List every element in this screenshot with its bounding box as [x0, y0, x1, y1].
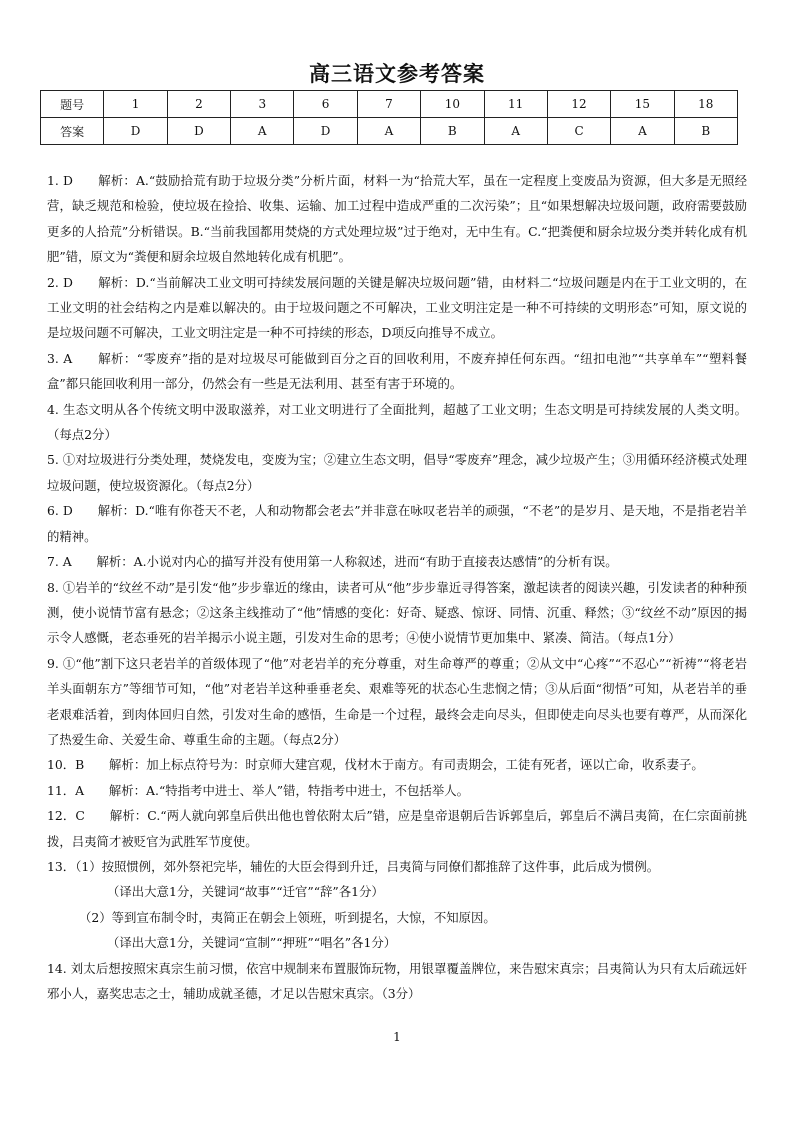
answer-table-number-row: [41, 91, 738, 118]
item-13-2: （2）等到宣布制令时，夷简正在朝会上领班，听到提名，大惊，不知原因。: [79, 909, 496, 925]
answer-cell: B: [421, 118, 484, 145]
page-number: 1: [393, 1030, 401, 1044]
answer-cell: D: [294, 118, 357, 145]
question-number-cell: 1: [104, 91, 167, 118]
answer-table: [40, 90, 738, 145]
answer-cell: B: [674, 118, 737, 145]
question-number-cell: 7: [357, 91, 420, 118]
item-5: 5. ①对垃圾进行分类处理，焚烧发电，变废为宝；②建立生态文明，倡导“零废弃”理念，减少垃圾产生；③用循环经济模式处理垃圾问题，使垃圾资源化。（每点2分）: [47, 452, 747, 493]
answer-cell: A: [357, 118, 420, 145]
question-number-cell: 6: [294, 91, 357, 118]
question-number-cell: 3: [231, 91, 294, 118]
question-number-cell: 12: [547, 91, 610, 118]
item-13-1-scoring-note: （译出大意1分，关键词“故事”“迁官”“辞”各1分）: [107, 884, 384, 900]
question-number-cell: 11: [484, 91, 547, 118]
item-14: 14. 刘太后想按照宋真宗生前习惯，依宫中规制来布置服饰玩物，用银罩覆盖牌位，来告慰宋真宗；吕夷简认为只有太后疏远奸邪小人，嘉奖忠志之士，辅助成就圣德，才足以告慰宋真宗。（3分）: [47, 960, 747, 1001]
item-3: 3. A 解析：“零废弃”指的是对垃圾尽可能做到百分之百的回收利用，不废弃掉任何东西。“纽扣电池”“共享单车”“塑料餐盒”都只能回收利用一部分，仍然会有一些是无法利用、甚至有害于环境的。: [47, 350, 747, 392]
answer-explanations: [47, 168, 747, 1006]
item-10: 10．B 解析：加上标点符号为：时京师大建宫观，伐材木于南方。有司责期会，工徒有死者，诬以亡命，收系妻子。: [47, 757, 704, 773]
question-number-cell: 18: [674, 91, 737, 118]
answer-header-cell: 答案: [41, 118, 104, 145]
answer-cell: D: [167, 118, 230, 145]
item-2: 2. D 解析：D.“当前解决工业文明可持续发展问题的关键是解决垃圾问题”错，由材料二“垃圾问题是内在于工业文明的，在工业文明的社会结构之内是难以解决的。由于垃圾问题之不可解决，工业文明注定是一种不可持续的文明形态”可知，原文说的是垃圾问题不可解决，工业文明注定是一种不可持续的形态，D项反向推导不成立。: [47, 274, 747, 341]
answer-cell: A: [231, 118, 294, 145]
answer-cell: D: [104, 118, 167, 145]
item-11: 11．A 解析：A.“特指考中进士、举人”错，特指考中进士，不包括举人。: [47, 782, 469, 798]
item-13-2-scoring-note: （译出大意1分，关键词“宣制”“押班”“唱名”各1分）: [107, 935, 397, 951]
page-title: 高三语文参考答案: [309, 62, 485, 86]
answer-table-answer-row: [41, 118, 738, 145]
question-number-cell: 15: [611, 91, 674, 118]
number-header-cell: 题号: [41, 91, 104, 118]
item-12: 12．C 解析：C.“两人就向郭皇后供出他也曾依附太后”错，应是皇帝退朝后告诉郭皇后，郭皇后不满吕夷简，在仁宗面前挑拨，吕夷简才被贬官为武胜军节度使。: [47, 808, 747, 849]
question-number-cell: 2: [167, 91, 230, 118]
answer-cell: A: [484, 118, 547, 145]
item-1: 1. D 解析：A.“鼓励拾荒有助于垃圾分类”分析片面，材料一为“拾荒大军，虽在一定程度上变废品为资源，但大多是无照经营，缺乏规范和检验，使垃圾在捡拾、收集、运输、加工过程中造成严重的二次污染”；且“如果想解决垃圾问题，政府需要鼓励更多的人拾荒”分析错误。B.“当前我国都用焚烧的方式处理垃圾”过于绝对，无中生有。C.“把粪便和厨余垃圾分类并转化成有机肥”错，原文为“粪便和厨余垃圾自然地转化成有机肥”。: [47, 173, 747, 265]
item-13-1: 13．（1）按照惯例，郊外祭祀完毕，辅佐的大臣会得到升迁，吕夷简与同僚们都推辞了这件事，此后成为惯例。: [47, 858, 660, 874]
item-6: 6. D 解析：D.“唯有你苍天不老，人和动物都会老去”并非意在咏叹老岩羊的顽强，“不老”的是岁月、是天地，不是指老岩羊的精神。: [47, 503, 747, 544]
item-7: 7. A 解析：A.小说对内心的描写并没有使用第一人称叙述，进而“有助于直接表达感情”的分析有误。: [47, 554, 618, 570]
item-9: 9. ①“他”割下这只老岩羊的首级体现了“他”对老岩羊的充分尊重，对生命尊严的尊重；②从文中“心疼”“不忍心”“祈祷”“将老岩羊头面朝东方”等细节可知，“他”对老岩羊这种垂垂老矣、艰难等死的状态心生悲悯之情；③从后面“彻悟”可知，从老岩羊的垂老艰难活着，到肉体回归自然，引发对生命的感悟，生命是一个过程，最终会走向尽头，但即使走向尽头也要有尊严，从而深化了热爱生命、关爱生命、尊重生命的主题。（每点2分）: [47, 655, 747, 747]
answer-cell: C: [547, 118, 610, 145]
question-number-cell: 10: [421, 91, 484, 118]
item-4: 4. 生态文明从各个传统文明中汲取滋养，对工业文明进行了全面批判，超越了工业文明；生态文明是可持续发展的人类文明。（每点2分）: [47, 401, 747, 443]
answer-cell: A: [611, 118, 674, 145]
item-8: 8. ①岩羊的“纹丝不动”是引发“他”步步靠近的缘由，读者可从“他”步步靠近寻得答案，激起读者的阅读兴趣，引发读者的种种预测，使小说情节富有悬念；②这条主线推动了“他”情感的变化：好奇、疑惑、惊讶、同情、沉重、释然；③“纹丝不动”原因的揭示令人感慨，老态垂死的岩羊揭示小说主题，引发对生命的思考；④使小说情节更加集中、紧凑、简洁。（每点1分）: [47, 579, 747, 646]
